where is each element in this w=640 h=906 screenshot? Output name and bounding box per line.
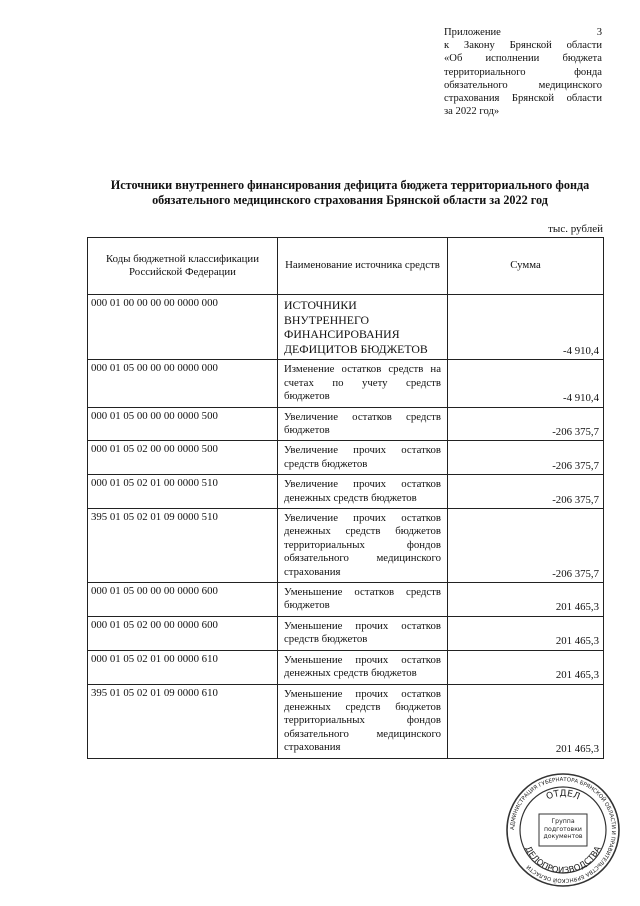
- appendix-line: Приложение 3: [444, 27, 602, 38]
- official-stamp: [505, 772, 621, 888]
- header-name: Наименование источника средств: [278, 238, 448, 295]
- table-header-row: [88, 238, 604, 295]
- row-amount: -206 375,7: [448, 509, 604, 583]
- table-row: [88, 360, 604, 407]
- document-title: Источники внутреннего финансирования дефицита бюджета территориального фонда обязательного медицинского страхования Брянской области за 2022 год: [110, 178, 590, 207]
- row-amount: -4 910,4: [448, 360, 604, 407]
- appendix-line: обязательного медицинского: [444, 79, 602, 91]
- table-row: [88, 509, 604, 583]
- table-row: [88, 441, 604, 475]
- row-code: 395 01 05 02 01 09 0000 510: [88, 509, 278, 583]
- row-name: Изменение остатков средств на счетах по учету средств бюджетов: [278, 360, 448, 407]
- row-name: Увеличение остатков средств бюджетов: [278, 407, 448, 441]
- table-row: [88, 650, 604, 684]
- appendix-line: «Об исполнении бюджета: [444, 53, 602, 65]
- row-amount: 201 465,3: [448, 583, 604, 617]
- stamp-ring-text: АДМИНИСТРАЦИЯ ГУБЕРНАТОРА БРЯНСКОЙ ОБЛАСТИ И ПРАВИТЕЛЬСТВА БРЯНСКОЙ ОБЛАСТИ: [509, 776, 617, 884]
- row-code: 000 01 05 00 00 00 0000 600: [88, 583, 278, 617]
- row-code: 000 01 05 02 01 00 0000 510: [88, 475, 278, 509]
- table-row: [88, 475, 604, 509]
- stamp-arc-bottom: ДЕЛОПРОИЗВОДСТВА: [523, 844, 603, 876]
- table-row: [88, 616, 604, 650]
- svg-text:ОТДЕЛ: [545, 789, 581, 802]
- table-row: [88, 407, 604, 441]
- row-name: ИСТОЧНИКИ ВНУТРЕННЕГО ФИНАНСИРОВАНИЯ ДЕФИЦИТОВ БЮДЖЕТОВ: [278, 295, 448, 360]
- row-amount: 201 465,3: [448, 684, 604, 758]
- appendix-line: территориального фонда: [444, 66, 602, 78]
- row-code: 000 01 05 02 01 00 0000 610: [88, 650, 278, 684]
- appendix-line: к Закону Брянской области: [444, 40, 602, 52]
- row-code: 000 01 00 00 00 00 0000 000: [88, 295, 278, 360]
- stamp-arc-top: ОТДЕЛ: [544, 788, 582, 803]
- row-name: Увеличение прочих остатков денежных средств бюджетов территориальных фондов обязательного медицинского страхования: [278, 509, 448, 583]
- row-name: Уменьшение прочих остатков средств бюджетов: [278, 616, 448, 650]
- row-code: 395 01 05 02 01 09 0000 610: [88, 684, 278, 758]
- table-row: [88, 583, 604, 617]
- table-row: [88, 295, 604, 360]
- row-name: Увеличение прочих остатков денежных средств бюджетов: [278, 475, 448, 509]
- row-amount: 201 465,3: [448, 650, 604, 684]
- header-amount: Сумма: [448, 238, 604, 295]
- appendix-block: [444, 26, 602, 118]
- appendix-line: страхования Брянской области: [444, 93, 602, 105]
- stamp-center-text: Группа подготовки документов: [543, 818, 583, 841]
- row-code: 000 01 05 02 00 00 0000 500: [88, 441, 278, 475]
- units-label: тыс. рублей: [548, 223, 603, 235]
- row-name: Увеличение прочих остатков средств бюджетов: [278, 441, 448, 475]
- row-code: 000 01 05 00 00 00 0000 500: [88, 407, 278, 441]
- header-code: Коды бюджетной классификации Российской Федерации: [88, 238, 278, 295]
- row-name: Уменьшение прочих остатков денежных средств бюджетов территориальных фондов обязательного медицинского страхования: [278, 684, 448, 758]
- row-amount: -4 910,4: [448, 295, 604, 360]
- row-amount: -206 375,7: [448, 407, 604, 441]
- row-name: Уменьшение прочих остатков денежных средств бюджетов: [278, 650, 448, 684]
- row-code: 000 01 05 02 00 00 0000 600: [88, 616, 278, 650]
- row-code: 000 01 05 00 00 00 0000 000: [88, 360, 278, 407]
- row-amount: -206 375,7: [448, 441, 604, 475]
- row-amount: 201 465,3: [448, 616, 604, 650]
- row-name: Уменьшение остатков средств бюджетов: [278, 583, 448, 617]
- appendix-line: за 2022 год»: [444, 106, 500, 118]
- table-row: [88, 684, 604, 758]
- row-amount: -206 375,7: [448, 475, 604, 509]
- sources-table: [87, 237, 604, 759]
